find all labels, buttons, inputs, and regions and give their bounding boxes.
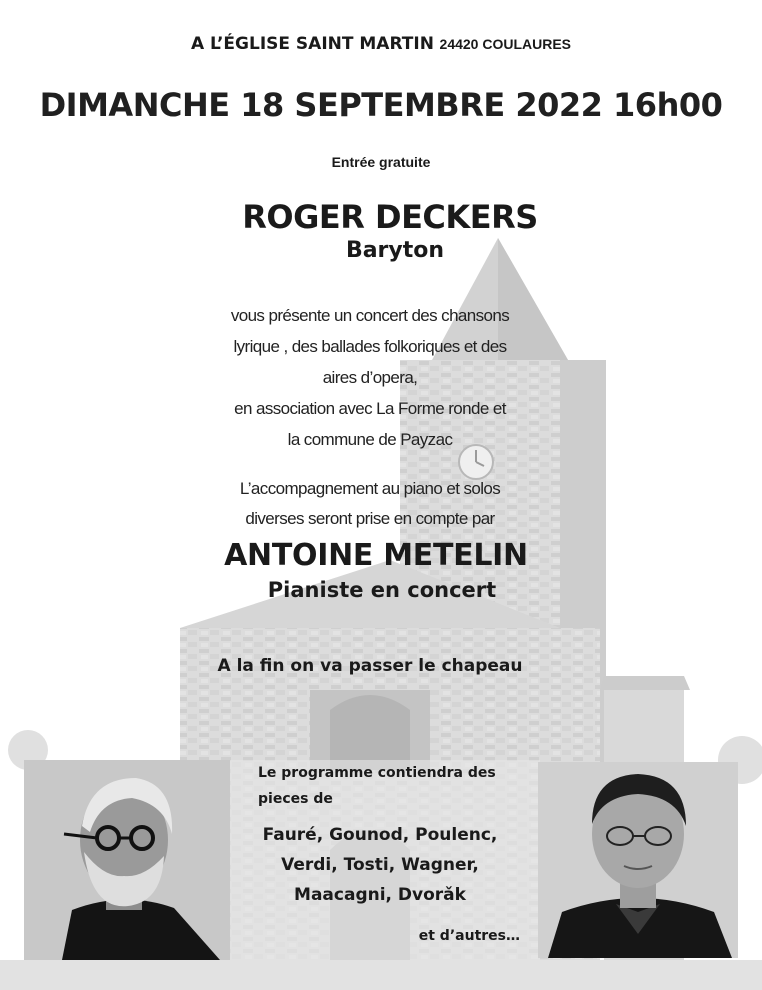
accompaniment-line: diverses seront prise en compte par <box>245 509 495 528</box>
composer-line: Fauré, Gounod, Poulenc, <box>262 825 498 845</box>
programme-others: et d’autres… <box>418 928 520 944</box>
programme-intro: Le programme contiendra des pieces de <box>258 765 496 807</box>
performer2-name: ANTOINE METELIN <box>224 538 528 573</box>
composer-line: Verdi, Tosti, Wagner, <box>281 855 479 875</box>
venue-place: 24420 COULAURES <box>439 36 572 52</box>
description-line: lyrique , des ballades folkoriques et des <box>233 337 507 356</box>
accompaniment-line: L’accompagnement au piano et solos <box>239 479 501 498</box>
venue-line <box>0 34 762 54</box>
composer-line: Maacagni, Dvorǎk <box>294 885 466 905</box>
description-line: la commune de Payzac <box>287 430 453 449</box>
performer2-role: Pianiste en concert <box>267 578 497 602</box>
description-line: aires d’opera, <box>322 368 418 387</box>
composer-list <box>200 820 560 910</box>
concert-description <box>160 300 580 455</box>
antoine-metelin-photo <box>538 762 738 958</box>
entry-info: Entrée gratuite <box>331 154 431 170</box>
hat-note: A la fin on va passer le chapeau <box>217 656 523 676</box>
accompaniment-text <box>160 474 580 534</box>
performer1-role: Baryton <box>345 238 445 263</box>
description-line: vous présente un concert des chansons <box>230 306 510 325</box>
description-line: en association avec La Forme ronde et <box>234 399 506 418</box>
event-date: DIMANCHE 18 SEPTEMBRE 2022 16h00 <box>39 86 723 124</box>
venue-church: A L’ÉGLISE SAINT MARTIN <box>190 34 434 54</box>
performer1-name: ROGER DECKERS <box>242 198 538 236</box>
